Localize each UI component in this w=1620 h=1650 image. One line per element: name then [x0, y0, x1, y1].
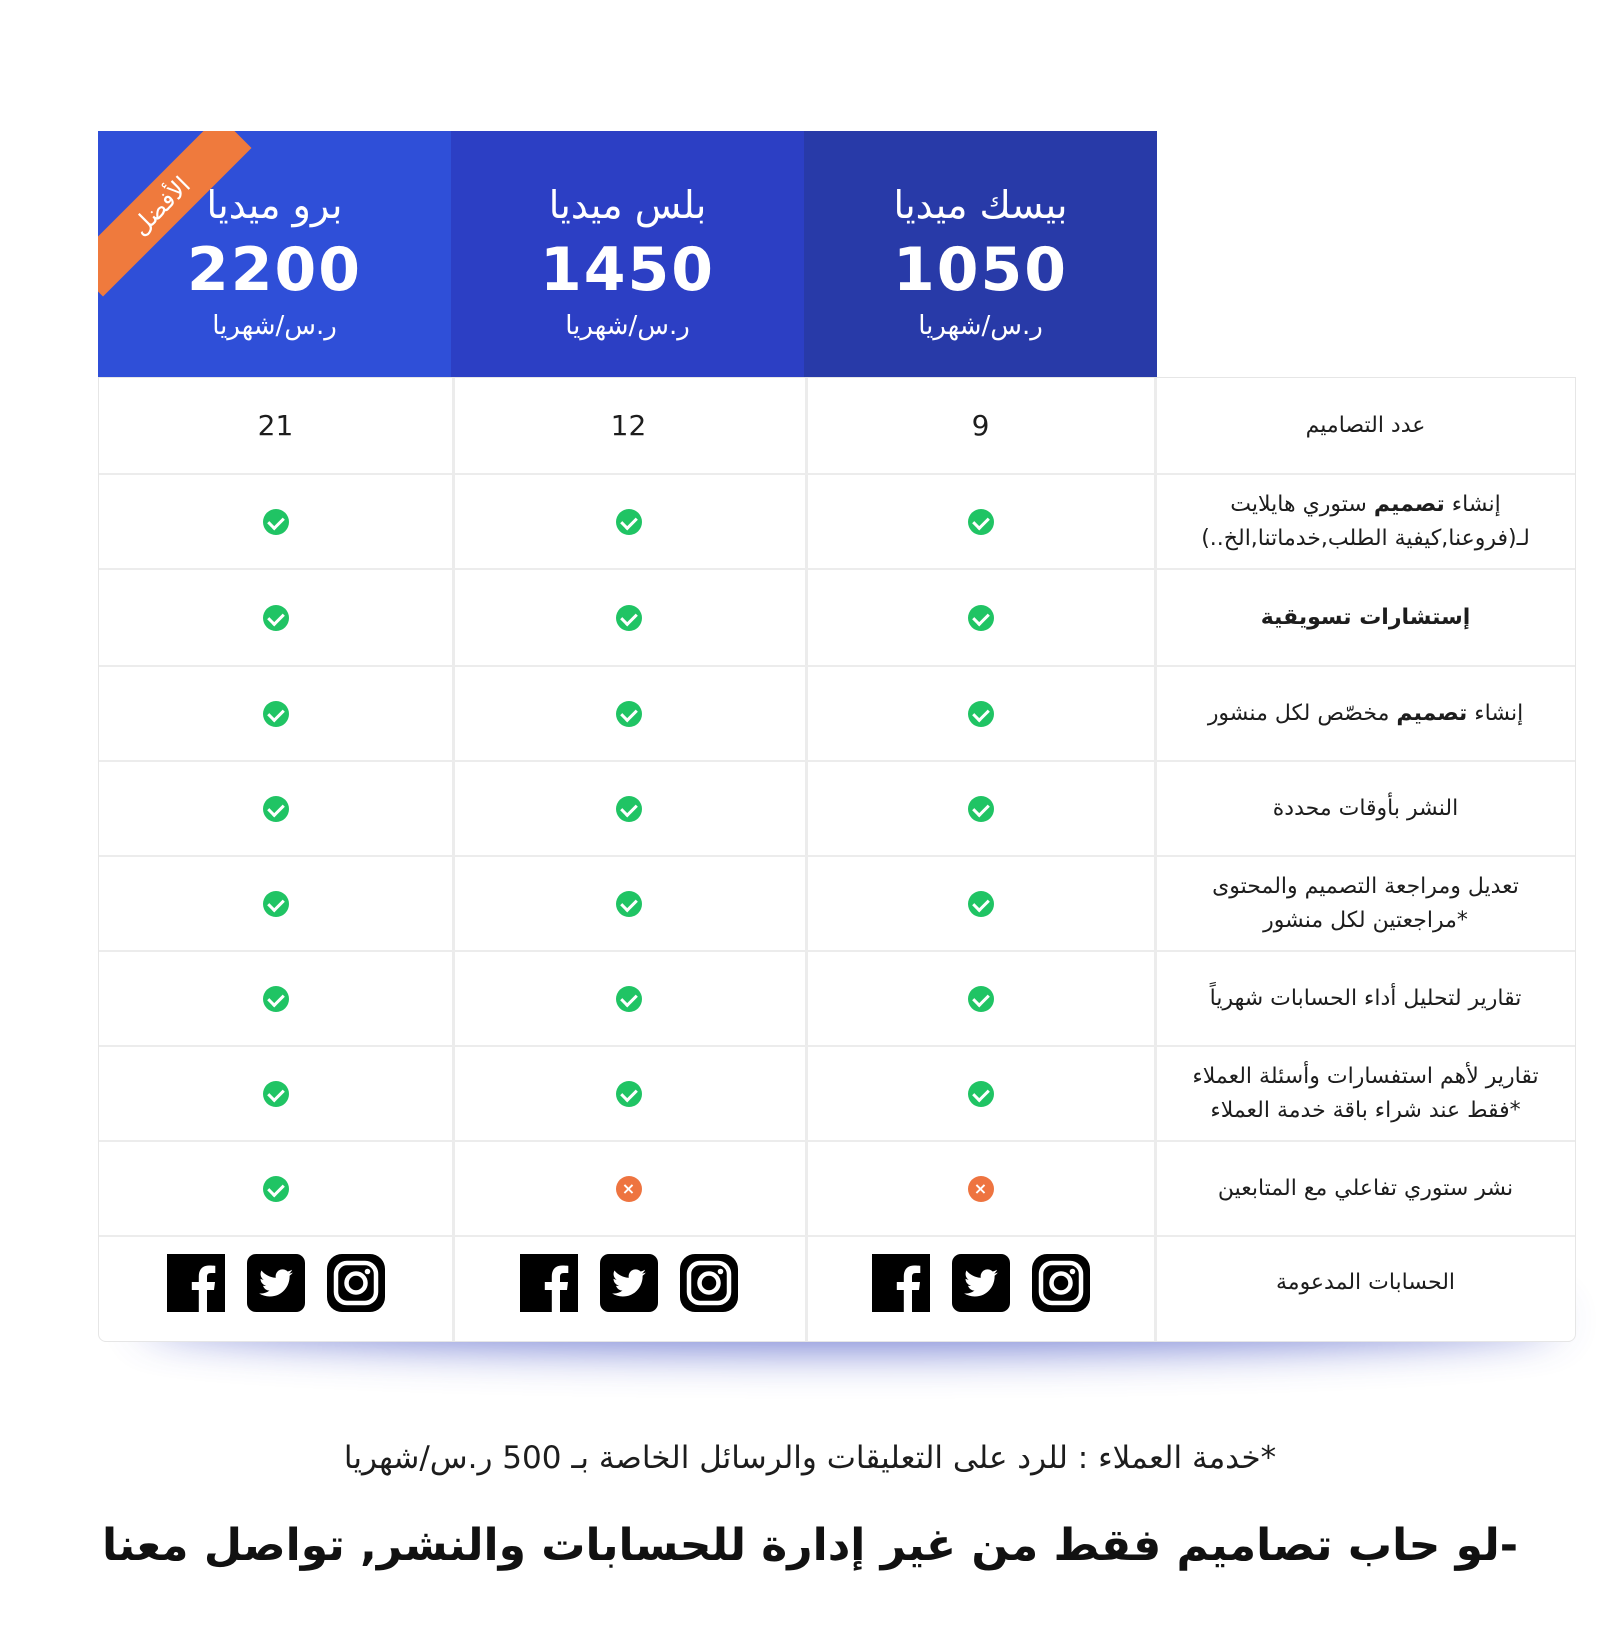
plan-header-basic: [804, 131, 1157, 378]
plan-name: بيسك ميديا: [893, 183, 1068, 227]
basic-cell: [805, 1237, 1156, 1329]
check-icon: [616, 986, 642, 1012]
feature-line-1: تعديل ومراجعة التصميم والمحتوى: [1212, 873, 1519, 899]
basic-cell: [805, 762, 1156, 855]
feature-label: [1156, 378, 1575, 473]
feature-label: [1156, 952, 1575, 1045]
comparison-table: [98, 377, 1576, 1342]
contact-cta: -لو حاب تصاميم فقط من غير إدارة للحسابات والنشر, تواصل معنا: [101, 1520, 1519, 1571]
basic-cell: [805, 667, 1156, 760]
social-icons: [520, 1254, 738, 1312]
table-row: [99, 570, 1575, 665]
pro-cell: [99, 762, 452, 855]
check-icon: [968, 986, 994, 1012]
table-row: [99, 1047, 1575, 1140]
basic-cell: [805, 570, 1156, 665]
check-icon: [616, 891, 642, 917]
instagram-icon: [680, 1254, 738, 1312]
check-icon: [263, 1176, 289, 1202]
table-row: [99, 762, 1575, 855]
pro-cell: [99, 475, 452, 568]
plan-header-plus: [451, 131, 804, 378]
table-row: [99, 475, 1575, 568]
plan-price: 1450: [540, 235, 715, 305]
plus-cell: [452, 1142, 805, 1235]
plan-name: برو ميديا: [206, 183, 343, 227]
check-icon: [968, 701, 994, 727]
check-icon: [263, 1081, 289, 1107]
plan-name: بلس ميديا: [548, 183, 707, 227]
plan-price: 1050: [893, 235, 1068, 305]
basic-cell: [805, 952, 1156, 1045]
plus-cell: [452, 1237, 805, 1329]
feature-text: إنشاء: [1467, 700, 1524, 726]
check-icon: [968, 605, 994, 631]
plus-cell: [452, 378, 805, 473]
feature-bold: تصميم: [1373, 491, 1445, 517]
pro-cell: [99, 857, 452, 950]
check-icon: [616, 796, 642, 822]
feature-label: [1156, 667, 1575, 760]
feature-text: عدد التصاميم: [1305, 412, 1426, 438]
table-row: [99, 857, 1575, 950]
check-icon: [263, 605, 289, 631]
pro-cell: [99, 378, 452, 473]
basic-cell: [805, 857, 1156, 950]
check-icon: [968, 509, 994, 535]
feature-text: النشر بأوقات محددة: [1272, 795, 1459, 821]
plus-cell: [452, 667, 805, 760]
basic-cell: [805, 1142, 1156, 1235]
check-icon: [263, 796, 289, 822]
plan-unit: ر.س/شهريا: [918, 311, 1043, 341]
best-badge: الأفضل: [98, 131, 252, 297]
facebook-icon: [872, 1254, 930, 1312]
plus-cell: [452, 762, 805, 855]
check-icon: [263, 701, 289, 727]
basic-cell: [805, 378, 1156, 473]
feature-label: [1156, 1237, 1575, 1329]
pro-cell: [99, 1142, 452, 1235]
check-icon: [263, 891, 289, 917]
plan-unit: ر.س/شهريا: [212, 311, 337, 341]
table-row: [99, 1142, 1575, 1235]
pro-cell: [99, 1047, 452, 1140]
cross-icon: ×: [616, 1176, 642, 1202]
check-icon: [968, 796, 994, 822]
basic-cell: [805, 475, 1156, 568]
feature-text: إنشاء: [1444, 491, 1501, 517]
check-icon: [616, 1081, 642, 1107]
plus-cell: [452, 857, 805, 950]
table-row: [99, 378, 1575, 473]
instagram-icon: [1032, 1254, 1090, 1312]
feature-line-2: *فقط عند شراء باقة خدمة العملاء: [1210, 1097, 1521, 1123]
pro-cell: [99, 952, 452, 1045]
feature-line-1: تقارير لأهم استفسارات وأسئلة العملاء: [1192, 1063, 1539, 1089]
table-row: [99, 667, 1575, 760]
feature-line-2: لـ(فروعنا,كيفية الطلب,خدماتنا,الخ..): [1201, 525, 1530, 551]
feature-text: مخصّص لكل منشور: [1207, 700, 1397, 726]
feature-label: [1156, 762, 1575, 855]
twitter-icon: [952, 1254, 1010, 1312]
feature-text: إستشارات تسويقية: [1260, 604, 1471, 630]
pro-cell: [99, 667, 452, 760]
facebook-icon: [520, 1254, 578, 1312]
feature-label: [1156, 1142, 1575, 1235]
check-icon: [263, 986, 289, 1012]
facebook-icon: [167, 1254, 225, 1312]
twitter-icon: [247, 1254, 305, 1312]
feature-text: الحسابات المدعومة: [1275, 1270, 1456, 1295]
twitter-icon: [600, 1254, 658, 1312]
feature-text: ستوري هايلايت: [1230, 491, 1374, 517]
instagram-icon: [327, 1254, 385, 1312]
feature-line-2: *مراجعتين لكل منشور: [1263, 907, 1468, 933]
check-icon: [616, 509, 642, 535]
plus-cell: [452, 1047, 805, 1140]
basic-cell: [805, 1047, 1156, 1140]
design-count: 21: [257, 409, 294, 442]
pro-cell: [99, 570, 452, 665]
check-icon: [968, 1081, 994, 1107]
footnote: *خدمة العملاء : للرد على التعليقات والرسائل الخاصة بـ 500 ر.س/شهريا: [343, 1440, 1277, 1476]
feature-label: [1156, 1047, 1575, 1140]
feature-line-1: [1201, 488, 1530, 522]
feature-bold: تصميم: [1396, 700, 1468, 726]
plan-price: 2200: [187, 235, 362, 305]
table-row: [99, 1237, 1575, 1329]
feature-label: [1156, 857, 1575, 950]
feature-label: [1156, 570, 1575, 665]
feature-label: [1156, 475, 1575, 568]
cross-icon: ×: [968, 1176, 994, 1202]
pro-cell: [99, 1237, 452, 1329]
plan-header-pro: [98, 131, 451, 378]
feature-text: نشر ستوري تفاعلي مع المتابعين: [1217, 1175, 1514, 1201]
check-icon: [968, 891, 994, 917]
plan-unit: ر.س/شهريا: [565, 311, 690, 341]
plus-cell: [452, 570, 805, 665]
plus-cell: [452, 475, 805, 568]
check-icon: [616, 605, 642, 631]
design-count: 12: [610, 409, 647, 442]
social-icons: [872, 1254, 1090, 1312]
feature-text: تقارير لتحليل أداء الحسابات شهرياً: [1209, 985, 1522, 1011]
plus-cell: [452, 952, 805, 1045]
check-icon: [263, 509, 289, 535]
design-count: 9: [971, 409, 990, 442]
check-icon: [616, 701, 642, 727]
table-row: [99, 952, 1575, 1045]
social-icons: [167, 1254, 385, 1312]
